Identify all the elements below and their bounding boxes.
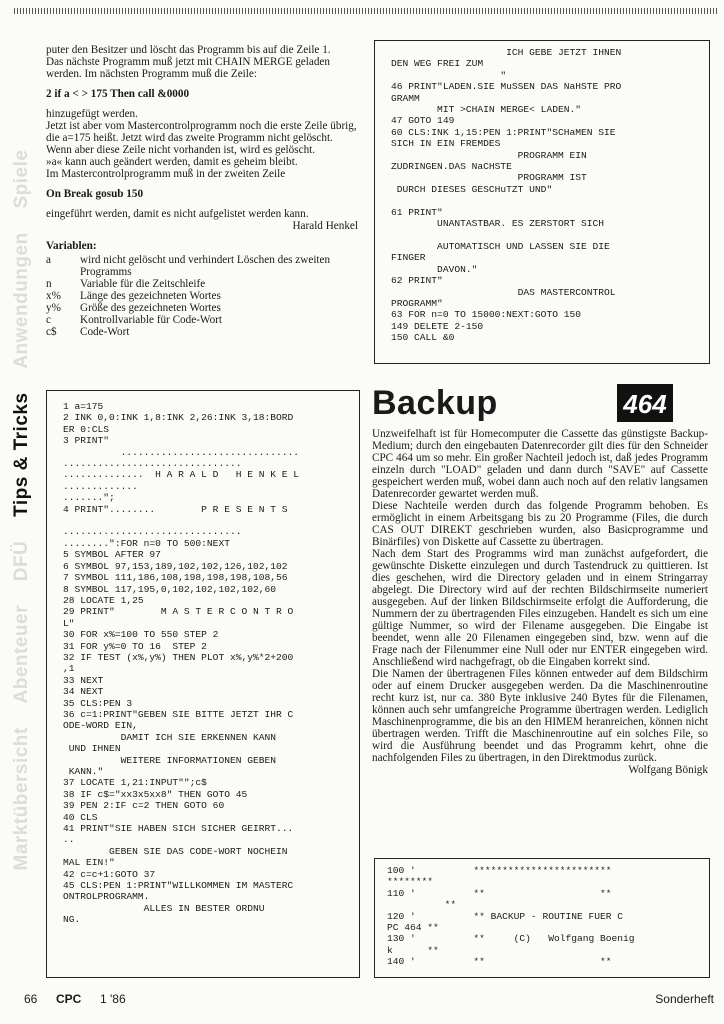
listing-backup — [374, 858, 710, 978]
variable-row: c$ Code-Wort — [46, 326, 130, 338]
paragraph: »a« kann auch geändert werden, damit es geheim bleibt. — [46, 156, 298, 168]
section-anwendungen: Anwendungen — [11, 232, 32, 369]
paragraph: Die Namen der übertragenen Files können entweder auf dem Bildschirm oder auf einem Drucker ausgegeben werden. Da die Maschinenroutine recht kurz ist, nur ca. 380 Byte inklusive 240 Bytes für die Filenamen, können auch sehr umfangreiche Programme übertragen werden. Lediglich Maschinenprogramme, die bis an den HIMEM heranreichen, können nicht übertragen werden. Trifft die Maschinenroutine auf ein solches File, so wird die Ausführung beendet und das Programm kehrt, ohne die nachfolgenden Files zu übertragen, in den Direktmodus zurück. — [372, 668, 708, 764]
section-sidebar — [2, 40, 42, 980]
special-issue-label: Sonderheft — [655, 992, 714, 1006]
variables-heading: Variablen: — [46, 240, 97, 252]
magazine-name: CPC — [56, 992, 82, 1006]
paragraph: puter den Besitzer und löscht das Programm bis auf die Zeile 1. — [46, 44, 331, 56]
code-snippet: On Break gosub 150 — [46, 188, 144, 200]
top-rule — [14, 8, 718, 14]
paragraph: Das nächste Programm muß jetzt mit CHAIN MERGE geladen werden. Im nächsten Programm muß die Zeile: — [46, 56, 330, 80]
issue-label: 1 '86 — [100, 992, 126, 1006]
paragraph: Im Mastercontrolprogramm muß in der zweiten Zeile — [46, 168, 286, 180]
article-continuation — [46, 44, 358, 338]
section-tips-tricks-active: Tips & Tricks — [11, 392, 32, 517]
listing-mastercontrol-part2 — [374, 40, 710, 364]
paragraph: Unzweifelhaft ist für Homecomputer die Cassette das günstigste Backup-Medium; durch den eingebauten Datenrecorder gilt dies für den Schneider CPC 464 um so mehr. Ein großer Nachteil jedoch ist, daß jedes Programm einzeln durch "LOAD" geladen und dann durch "SAVE" auf Cassette gespeichert werden muß, wobei dann auch noch auf den relativ langsamen Datenrecorder gewartet werden muß. — [372, 428, 708, 500]
variable-row: y% Größe des gezeichneten Wortes — [46, 302, 221, 314]
page-number: 66 — [24, 992, 38, 1006]
paragraph: eingeführt werden, damit es nicht aufgelistet werden kann. — [46, 208, 309, 220]
article-title-backup: Backup — [372, 384, 498, 422]
cpc464-badge-icon — [617, 384, 673, 422]
section-dfue: DFÜ — [11, 540, 32, 582]
listing-text: 100 ' ************************ ******** 110 ' ** ** ** 120 ' ** BACKUP - ROUTINE FUER C PC 464 ** 130 ' ** (C) Wolfgang Boenig k ** 140 ' ** ** — [387, 865, 635, 968]
variables-list — [46, 254, 358, 338]
variable-row: c Kontrollvariable für Code-Wort — [46, 314, 223, 326]
variable-row: x% Länge des gezeichneten Wortes — [46, 290, 221, 302]
listing-mastercontrol-part1 — [46, 390, 360, 978]
code-snippet: 2 if a < > 175 Then call &0000 — [46, 88, 190, 100]
paragraph: Jetzt ist aber vom Mastercontrolprogramm noch die erste Zeile übrig, die a=175 heißt. Jetzt wird das zweite Programm nicht gelöscht. Wenn aber diese Zeile nicht vorhanden ist, wird es gelöscht. — [46, 120, 357, 156]
variable-row: a wird nicht gelöscht und verhindert Löschen des zweiten Programms — [46, 254, 331, 278]
section-index — [11, 141, 33, 880]
author-signature: Harald Henkel — [292, 220, 358, 232]
variable-row: n Variable für die Zeitschleife — [46, 278, 206, 290]
paragraph: Diese Nachteile werden durch das folgende Programm behoben. Es ermöglicht in einem Arbeitsgang bis zu 20 Programme (Files, die durch CAS OUT DIREKT geschrieben wurden, also Basicprogramme und Binärfiles) von Diskette auf Cassette zu übertragen. — [372, 500, 708, 548]
paragraph: Nach dem Start des Programms wird man zunächst aufgefordert, die gewünschte Diskette einzulegen und durch Tastendruck zu quittieren. Ist dies geschehen, wird die Directory geladen und in einem Stringarray abgelegt. Die Directory wird auf der rechten Bildschirmseite numeriert ausgegeben. Auf der linken Bildschirmseite erfolgt die Aufforderung, die Nummern der zu übertragenden Files einzugeben. Handelt es sich um eine gültige Nummer, so wird der Filename ausgegeben. Die Eingabe ist beendet, wenn alle 20 Filenamen eingegeben sind, bzw. wenn auf die Frage nach der Filenummer eine Null oder nur ENTER eingegeben wird. Anschließend wird nachgefragt, ob die Eingaben korrekt sind. — [372, 548, 708, 668]
page-footer — [0, 990, 724, 1012]
section-marktuebersicht: Marktübersicht — [11, 727, 32, 871]
listing-text: 1 a=175 2 INK 0,0:INK 1,8:INK 2,26:INK 3,18:BORD ER 0:CLS 3 PRINT" ............................... ............................... .............. H A R A L D H E N K E L ............. ......."; 4 PRINT"........ P R E S E N T S ............................... ........":FOR n=0 TO 500:NEXT 5 SYMBOL AFTER 97 6 SYMBOL 97,153,189,102,102,126,102,102 7 SYMBOL 111,186,108,198,198,198,108,56 8 SYMBOL 117,195,0,102,102,102,102,60 28 LOCATE 1,25 29 PRINT" M A S T E R C O N T R O L" 30 FOR x%=100 TO 550 STEP 2 31 FOR y%=0 TO 16 STEP 2 32 IF TEST (x%,y%) THEN PLOT x%,y%*2+200 ,1 33 NEXT 34 NEXT 35 CLS:PEN 3 36 c=1:PRINT"GEBEN SIE BITTE JETZT IHR C ODE-WORD EIN, DAMIT ICH SIE ERKENNEN KANN UND IHNEN WEITERE INFORMATIONEN GEBEN KANN." 37 LOCATE 1,21:INPUT"";c$ 38 IF c$="xx3x5xx8" THEN GOTO 45 39 PEN 2:IF c=2 THEN GOTO 60 40 CLS 41 PRINT"SIE HABEN SICH SICHER GEIRRT... .. GEBEN SIE DAS CODE-WORT NOCHEIN MAL EIN!" 42 c=c+1:GOTO 37 45 CLS:PEN 1:PRINT"WILLKOMMEN IM MASTERC ONTROLPROGRAMM. ALLES IN BESTER ORDNU NG. — [63, 401, 300, 926]
section-abenteuer: Abenteuer — [11, 605, 32, 704]
badge-label: 464 — [623, 389, 667, 419]
paragraph: hinzugefügt werden. — [46, 108, 138, 120]
listing-text: ICH GEBE JETZT IHNEN DEN WEG FREI ZUM " 46 PRINT"LADEN.SIE MuSSEN DAS NaHSTE PRO GRAMM MIT >CHAIN MERGE< LADEN." 47 GOTO 149 60 CLS:INK 1,15:PEN 1:PRINT"SCHaMEN SIE SICH IN EIN FREMDES PROGRAMM EIN ZUDRINGEN.DAS NaCHSTE PROGRAMM IST DURCH DIESES GESCHuTZT UND" 61 PRINT" UNANTASTBAR. ES ZERSTORT SICH AUTOMATISCH UND LASSEN SIE DIE FINGER DAVON." 62 PRINT" DAS MASTERCONTROL PROGRAMM" 63 FOR n=0 TO 15000:NEXT:GOTO 150 149 DELETE 2-150 150 CALL &0 — [391, 47, 622, 344]
author-signature: Wolfgang Bönigk — [628, 764, 708, 776]
section-spiele: Spiele — [11, 149, 32, 209]
backup-article-body — [372, 428, 708, 776]
